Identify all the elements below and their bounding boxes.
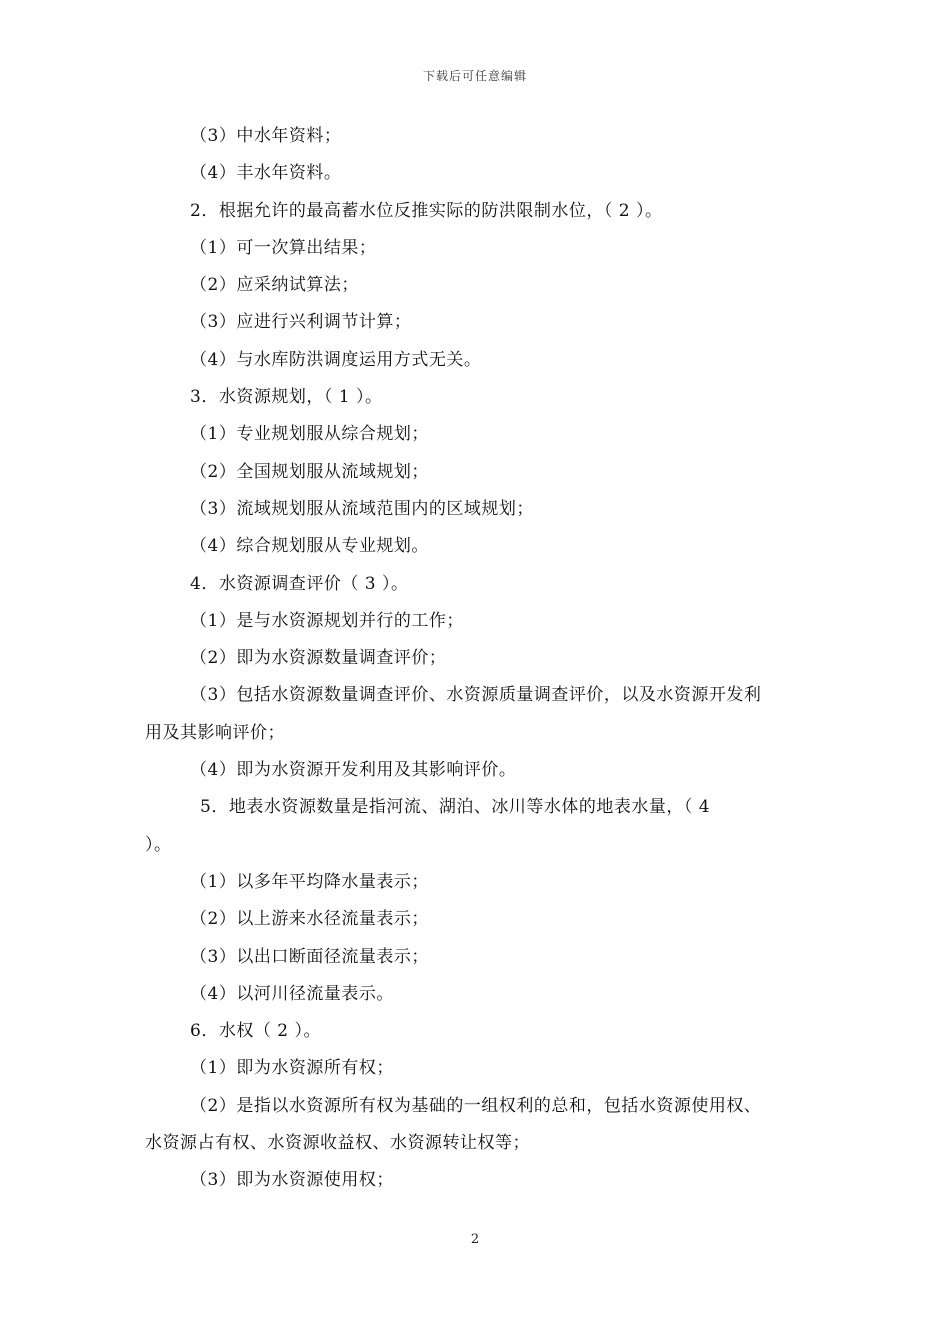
question-line: 4．水资源调查评价（ 3 ）。 [190, 573, 409, 594]
text-line: （4）丰水年资料。 [190, 163, 342, 184]
question-line: 2．根据允许的最高蓄水位反推实际的防洪限制水位，（ 2 ）。 [190, 200, 663, 221]
option-line: （4）与水库防洪调度运用方式无关。 [190, 349, 482, 370]
question-line: 5．地表水资源数量是指河流、湖泊、冰川等水体的地表水量，（ 4 [200, 797, 711, 818]
option-line: （1）即为水资源所有权； [190, 1058, 394, 1079]
question-line: 6．水权（ 2 ）。 [190, 1021, 321, 1042]
option-line: （3）即为水资源使用权； [190, 1170, 394, 1191]
page-number: 2 [470, 1232, 480, 1247]
option-line: （2）应采纳试算法； [190, 275, 359, 296]
document-body [145, 118, 813, 1200]
option-line: （4）综合规划服从专业规划。 [190, 536, 429, 557]
question-line: 3．水资源规划，（ 1 ）。 [190, 387, 383, 408]
option-line: （2）即为水资源数量调查评价； [190, 648, 447, 669]
option-line: （1）专业规划服从综合规划； [190, 424, 429, 445]
option-line: （1）是与水资源规划并行的工作； [190, 610, 464, 631]
option-line: （3）流域规划服从流域范围内的区域规划； [190, 498, 534, 519]
option-line: （4）即为水资源开发利用及其影响评价。 [190, 760, 517, 781]
option-line: （1）可一次算出结果； [190, 237, 377, 258]
option-line: （2）以上游来水径流量表示； [190, 909, 429, 930]
option-line: （3）应进行兴利调节计算； [190, 312, 412, 333]
option-line-continued: 水资源占有权、水资源收益权、水资源转让权等； [145, 1133, 530, 1154]
option-line: （4）以河川径流量表示。 [190, 983, 394, 1004]
option-line-continued: 用及其影响评价； [145, 722, 285, 743]
option-line: （1）以多年平均降水量表示； [190, 871, 429, 892]
text-line: （3）中水年资料； [190, 126, 342, 146]
option-line: （3）以出口断面径流量表示； [190, 946, 429, 967]
question-line-continued: ）。 [145, 834, 172, 855]
page-header: 下载后可任意编辑 [422, 69, 527, 83]
option-line: （2）全国规划服从流域规划； [190, 461, 429, 482]
option-line: （2）是指以水资源所有权为基础的一组权利的总和，包括水资源使用权、 [190, 1095, 762, 1116]
option-line: （3）包括水资源数量调查评价、水资源质量调查评价，以及水资源开发利 [190, 685, 762, 706]
